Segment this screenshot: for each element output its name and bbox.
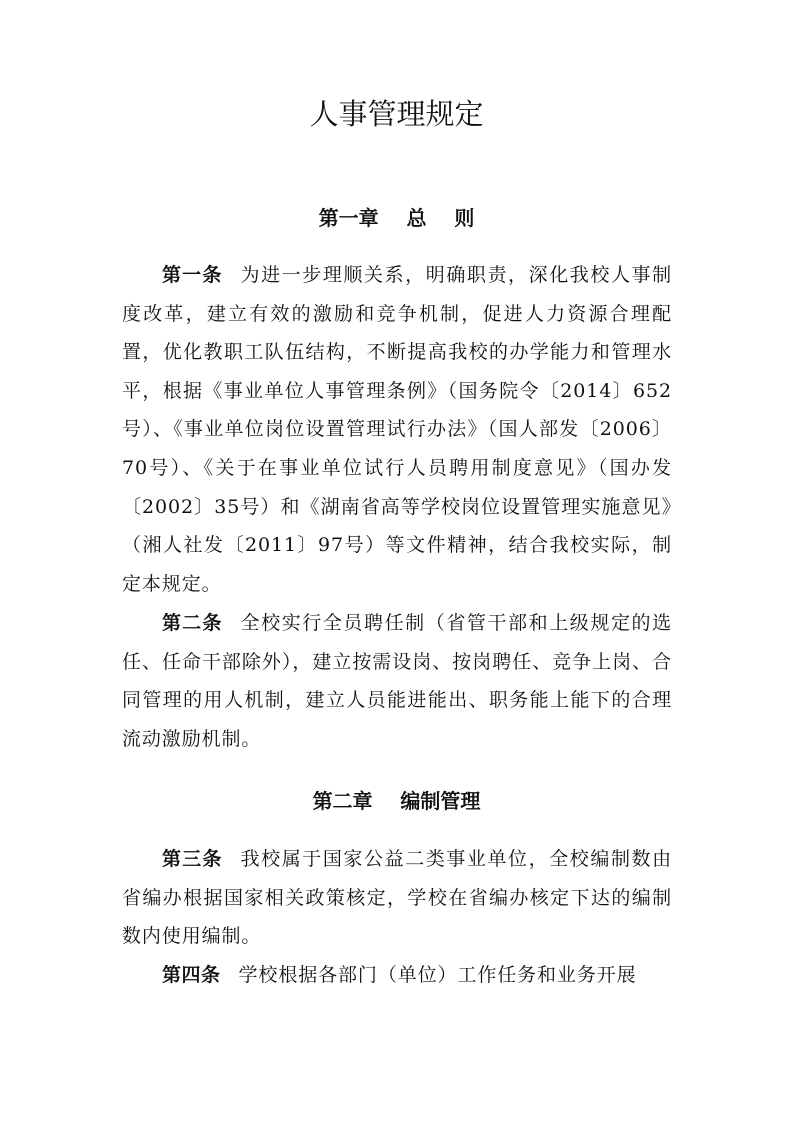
chapter-heading-1: 第一章 总 则 xyxy=(318,206,475,230)
document-title: 人事管理规定 xyxy=(309,97,484,131)
article-text: 全校实行全员聘任制（省管干部和上级规定的选任、任命干部除外），建立按需设岗、按岗聘任、竞争上岗、合同管理的用人机制，建立人员能进能出、职务能上能下的合理流动激励机制。 xyxy=(122,612,672,750)
article-2 xyxy=(122,604,672,758)
article-3 xyxy=(122,840,672,956)
article-4 xyxy=(122,956,672,995)
article-number: 第一条 xyxy=(162,264,223,286)
article-number: 第二条 xyxy=(162,612,223,634)
article-1 xyxy=(122,256,672,603)
article-number: 第三条 xyxy=(162,848,223,870)
article-text: 学校根据各部门（单位）工作任务和业务开展 xyxy=(238,964,637,986)
article-number: 第四条 xyxy=(162,964,221,986)
article-text: 为进一步理顺关系，明确职责，深化我校人事制度改革，建立有效的激励和竞争机制，促进人力资源合理配置，优化教职工队伍结构，不断提高我校的办学能力和管理水平，根据《事业单位人事管理条例》（国务院令〔2014〕652号）、《事业单位岗位设置管理试行办法》（国人部发〔2006〕70号）、《关于在事业单位试行人员聘用制度意见》（国办发〔2002〕35号）和《湖南省高等学校岗位设置管理实施意见》（湘人社发〔2011〕97号）等文件精神，结合我校实际，制定本规定。 xyxy=(122,264,672,595)
article-text: 我校属于国家公益二类事业单位，全校编制数由省编办根据国家相关政策核定，学校在省编办核定下达的编制数内使用编制。 xyxy=(122,848,672,948)
chapter-heading-2: 第二章 编制管理 xyxy=(312,789,481,813)
